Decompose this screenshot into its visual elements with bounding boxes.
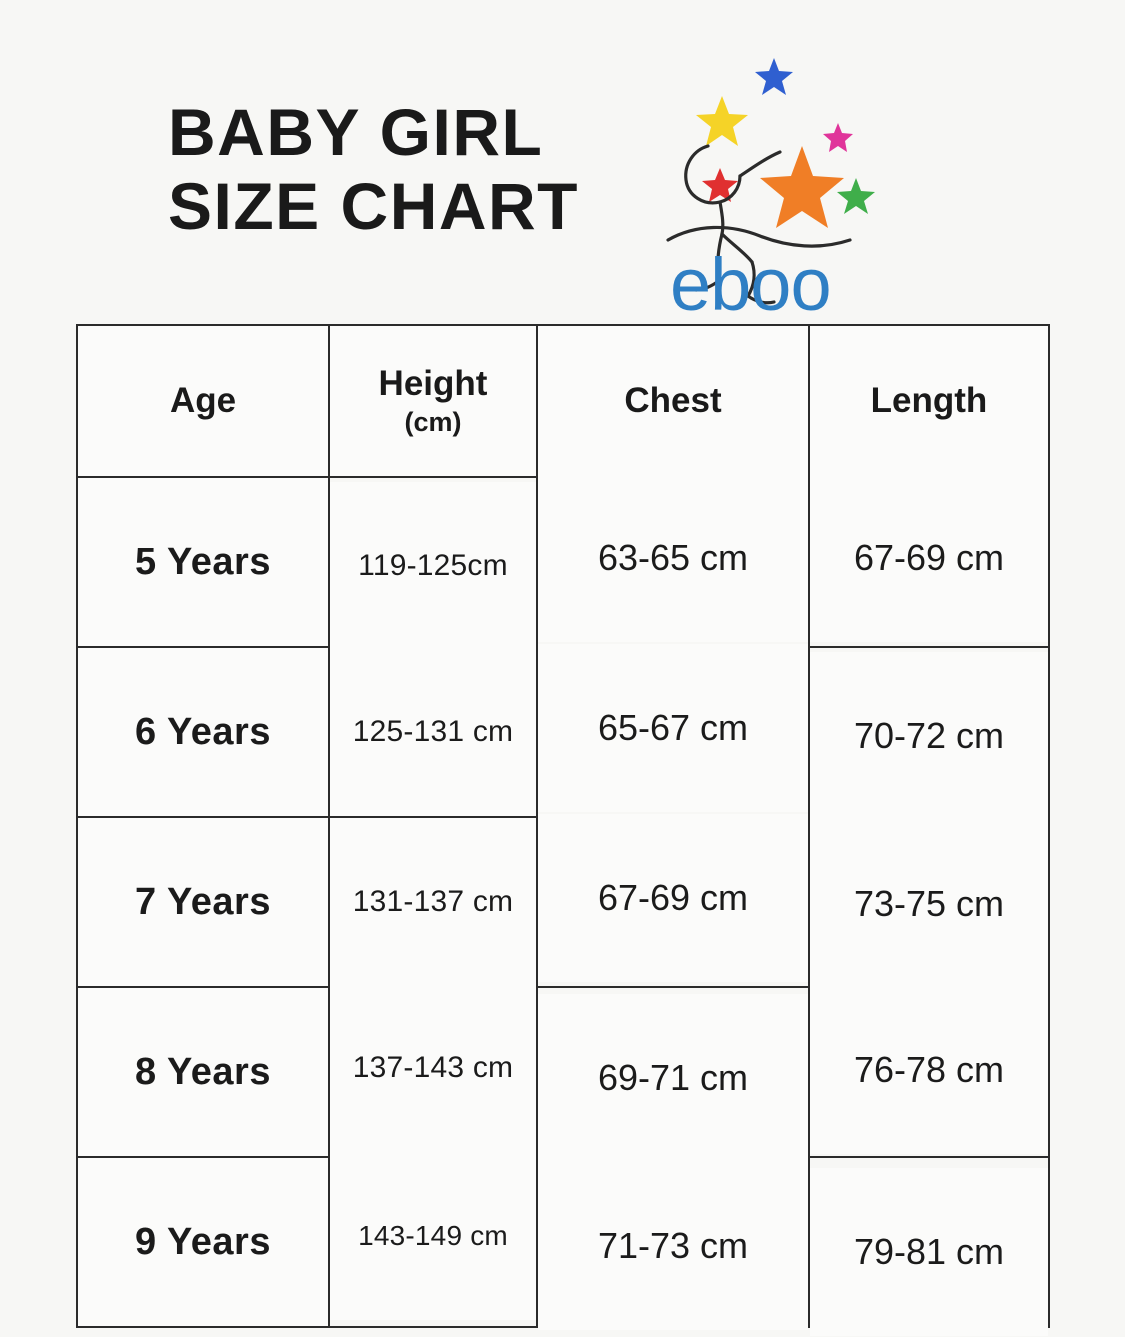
cell-height: 119-125cm (329, 481, 537, 651)
cell-length: 70-72 cm (809, 651, 1049, 821)
cell-chest: 63-65 cm (537, 473, 809, 643)
chart-header (0, 78, 1125, 318)
cell-chest: 69-71 cm (537, 993, 809, 1163)
cell-height: 125-131 cm (329, 647, 537, 817)
cell-length: 67-69 cm (809, 473, 1049, 643)
cell-age: 8 Years (77, 987, 329, 1157)
star-blue-icon (755, 58, 793, 95)
table-body (77, 477, 1049, 1327)
cell-chest: 71-73 cm (537, 1161, 809, 1331)
table-row (77, 987, 1049, 1157)
svg-text:eboo: eboo (670, 243, 831, 318)
column-header-chest: Chest (537, 325, 809, 477)
table-row (77, 477, 1049, 647)
table-row (77, 647, 1049, 817)
cell-height: 137-143 cm (329, 983, 537, 1153)
cell-height: 143-149 cm (329, 1151, 537, 1321)
column-header-age: Age (77, 325, 329, 477)
star-green-icon (837, 178, 875, 214)
header-row (77, 325, 1049, 477)
cell-age: 5 Years (77, 477, 329, 647)
column-header-length: Length (809, 325, 1049, 477)
table-head (77, 325, 1049, 477)
column-header-height (329, 325, 537, 477)
cell-age: 9 Years (77, 1157, 329, 1327)
page-title (168, 96, 728, 244)
cell-age: 7 Years (77, 817, 329, 987)
title-line-2: SIZE CHART (168, 168, 579, 243)
cell-chest: 65-67 cm (537, 643, 809, 813)
cell-length: 73-75 cm (809, 819, 1049, 989)
star-magenta-icon (823, 123, 853, 152)
logo-wordmark (670, 243, 831, 318)
table-row (77, 817, 1049, 987)
star-yellow-icon (696, 96, 748, 146)
title-line-1: BABY GIRL (168, 95, 544, 169)
cell-height: 131-137 cm (329, 817, 537, 987)
star-orange-icon (760, 146, 844, 228)
column-header-height-unit: (cm) (404, 406, 462, 437)
size-chart-table (76, 324, 1050, 1328)
cell-length: 76-78 cm (809, 985, 1049, 1155)
cell-age: 6 Years (77, 647, 329, 817)
table-row (77, 1157, 1049, 1327)
column-header-height-label: Height (378, 364, 488, 404)
eboo-logo (660, 18, 920, 318)
cell-length: 79-81 cm (809, 1167, 1049, 1337)
cell-chest: 67-69 cm (537, 813, 809, 983)
